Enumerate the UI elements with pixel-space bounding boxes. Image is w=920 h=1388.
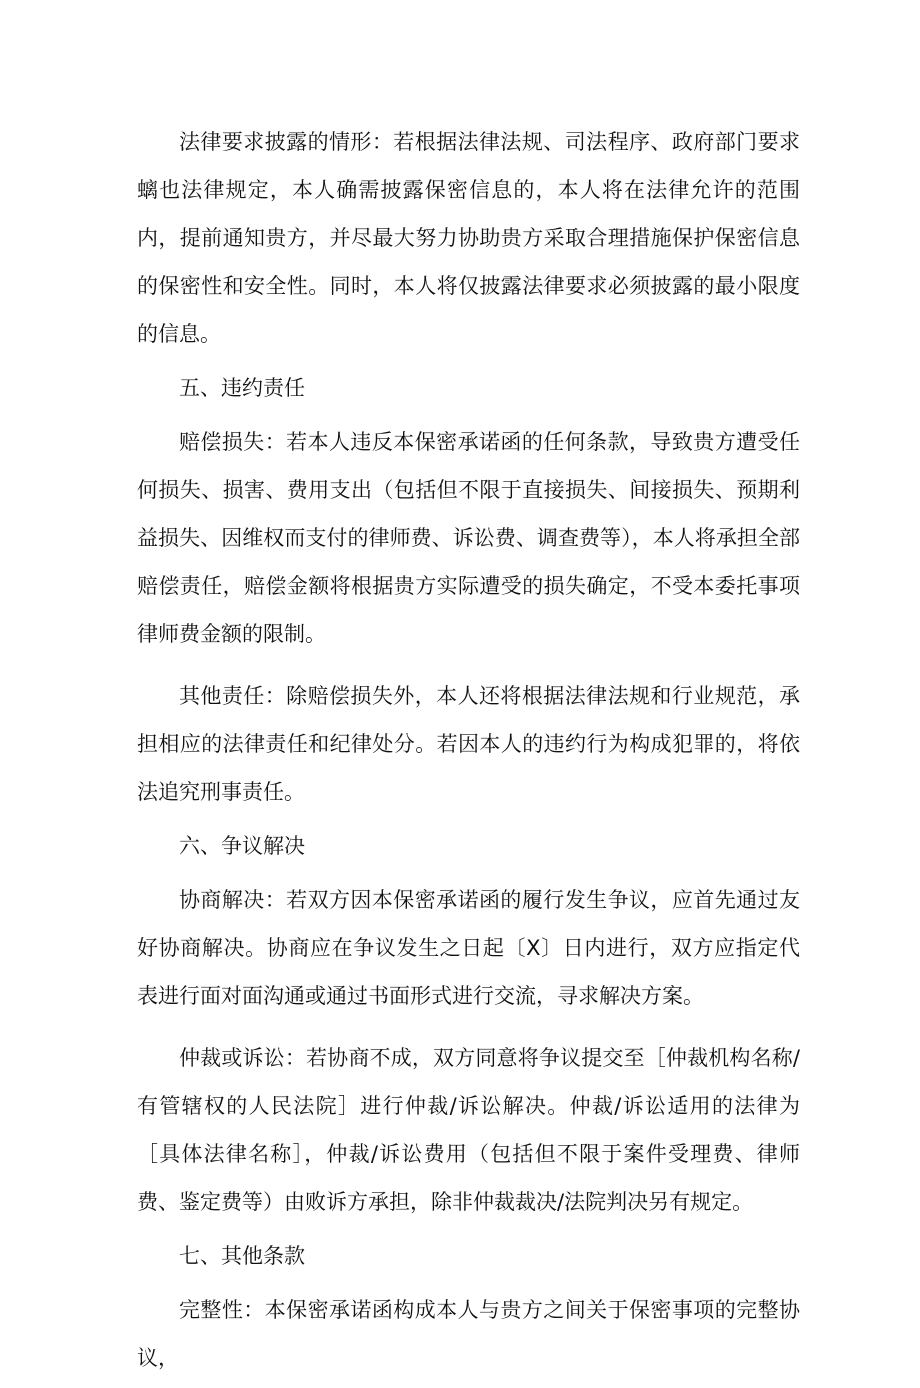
section-heading-dispute-resolution: 六、争议解决: [179, 834, 305, 858]
paragraph-other-liability: 其他责任：除赔偿损失外，本人还将根据法律法规和行业规范，承担相应的法律责任和纪律处分。若因本人的违约行为构成犯罪的，将依法追究刑事责任。: [137, 684, 800, 804]
document-body: [137, 118, 800, 1388]
section-heading-breach-liability: 五、违约责任: [179, 376, 305, 400]
paragraph-completeness: 完整性：本保密承诺函构成本人与贵方之间关于保密事项的完整协议，: [137, 1298, 800, 1370]
section-heading-other-terms: 七、其他条款: [179, 1244, 305, 1268]
paragraph-compensation: 赔偿损失：若本人违反本保密承诺函的任何条款，导致贵方遭受任何损失、损害、费用支出（包括但不限于直接损失、间接损失、预期利益损失、因维权而支付的律师费、诉讼费、调查费等），本人将承担全部赔偿责任，赔偿金额将根据贵方实际遭受的损失确定，不受本委托事项律师费金额的限制。: [137, 430, 800, 646]
paragraph-arbitration-litigation: 仲裁或诉讼：若协商不成，双方同意将争议提交至［仲裁机构名称/有管辖权的人民法院］进行仲裁/诉讼解决。仲裁/诉讼适用的法律为［具体法律名称］，仲裁/诉讼费用（包括但不限于案件受理费、律师费、鉴定费等）由败诉方承担，除非仲裁裁决/法院判决另有规定。: [137, 1046, 800, 1214]
paragraph-negotiation: 协商解决：若双方因本保密承诺函的履行发生争议，应首先通过友好协商解决。协商应在争议发生之日起〔X〕日内进行，双方应指定代表进行面对面沟通或通过书面形式进行交流，寻求解决方案。: [137, 888, 800, 1008]
paragraph-legal-disclosure: 法律要求披露的情形：若根据法律法规、司法程序、政府部门要求螭也法律规定，本人确需披露保密信息的，本人将在法律允许的范围内，提前通知贵方，并尽最大努力协助贵方采取合理措施保护保密信息的保密性和安全性。同时，本人将仅披露法律要求必须披露的最小限度的信息。: [137, 130, 800, 346]
